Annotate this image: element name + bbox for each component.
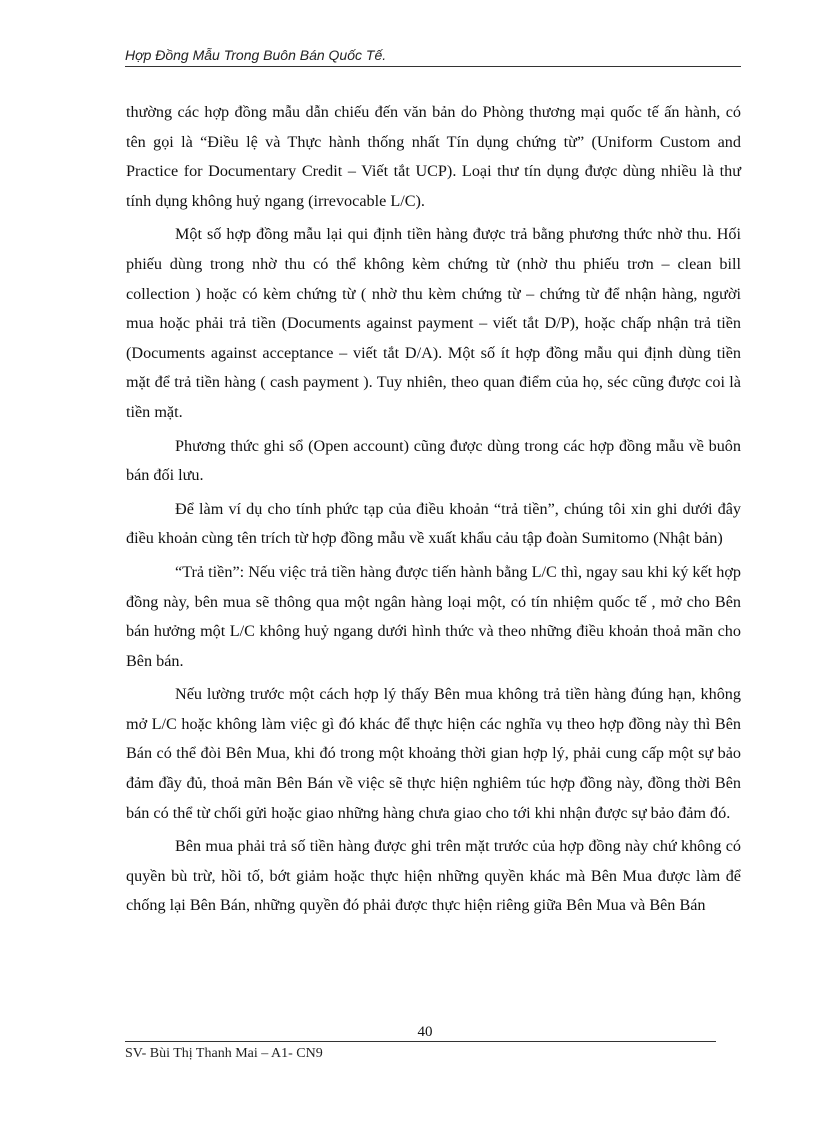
- paragraph: Bên mua phải trả số tiền hàng được ghi trên mặt trước của hợp đồng này chứ không có quyền bù trừ, hồi tố, bớt giảm hoặc thực hiện những quyền khác mà Bên Mua được làm để chống lại Bên Bán, những quyền đó phải được thực hiện riêng giữa Bên Mua và Bên Bán: [126, 837, 741, 915]
- paragraph: Một số hợp đồng mẫu lại qui định tiền hàng được trả bằng phương thức nhờ thu. Hối phiếu dùng trong nhờ thu có thể không kèm chứng từ (nhờ thu phiếu trơn – clean bill collection ) hoặc có kèm chứng từ ( nhờ thu kèm chứng từ – chứng từ để nhận hàng, người mua hoặc phải trả tiền (Documents against payment – viết tắt D/P), hoặc chấp nhận trả tiền (Documents against acceptance – viết tắt D/A). Một số ít hợp đồng mẫu qui định dùng tiền mặt để trả tiền hàng ( cash payment ). Tuy nhiên, theo quan điểm của họ, séc cũng được coi là tiền mặt.: [126, 225, 741, 421]
- running-header: Hợp Đồng Mẫu Trong Buôn Bán Quốc Tế.: [125, 46, 741, 67]
- paragraph: Phương thức ghi sổ (Open account) cũng được dùng trong các hợp đồng mẫu về buôn bán đối lưu.: [126, 436, 741, 485]
- body-text: [126, 98, 741, 925]
- running-footer: SV- Bùi Thị Thanh Mai – A1- CN9: [125, 1046, 323, 1061]
- paragraph: Để làm ví dụ cho tính phức tạp của điều khoản “trả tiền”, chúng tôi xin ghi dưới đây điều khoản cùng tên trích từ hợp đồng mẫu về xuất khẩu cảu tập đoàn Sumitomo (Nhật bản): [126, 499, 741, 548]
- paragraph-continuation: thường các hợp đồng mẫu dẫn chiếu đến văn bản do Phòng thương mại quốc tế ấn hành, có tên gọi là “Điều lệ và Thực hành thống nhất Tín dụng chứng từ” (Uniform Custom and Practice for Documentary Credit – Viết tắt UCP). Loại thư tín dụng được dùng nhiều là thư tính dụng không huỷ ngang (irrevocable L/C).: [126, 103, 741, 210]
- page-number: 40: [417, 1024, 433, 1040]
- paragraph: Nếu lường trước một cách hợp lý thấy Bên mua không trả tiền hàng đúng hạn, không mở L/C hoặc không làm việc gì đó khác để thực hiện các nghĩa vụ theo hợp đồng này thì Bên Bán có thể đòi Bên Mua, khi đó trong một khoảng thời gian hợp lý, phải cung cấp một sự bảo đảm đầy đủ, thoả mãn Bên Bán về việc sẽ thực hiện nghiêm túc hợp đồng này, đồng thời Bên bán có thể từ chối gửi hoặc giao những hàng chưa giao cho tới khi nhận được sự bảo đảm đó.: [126, 685, 741, 822]
- footer-divider: [125, 1041, 716, 1042]
- paragraph: “Trả tiền”: Nếu việc trả tiền hàng được tiến hành bằng L/C thì, ngay sau khi ký kết hợp đồng này, bên mua sẽ thông qua một ngân hàng loại một, có tín nhiệm quốc tế , mở cho Bên bán hưởng một L/C không huỷ ngang dưới hình thức và theo những điều khoản thoả mãn cho Bên bán.: [126, 562, 741, 670]
